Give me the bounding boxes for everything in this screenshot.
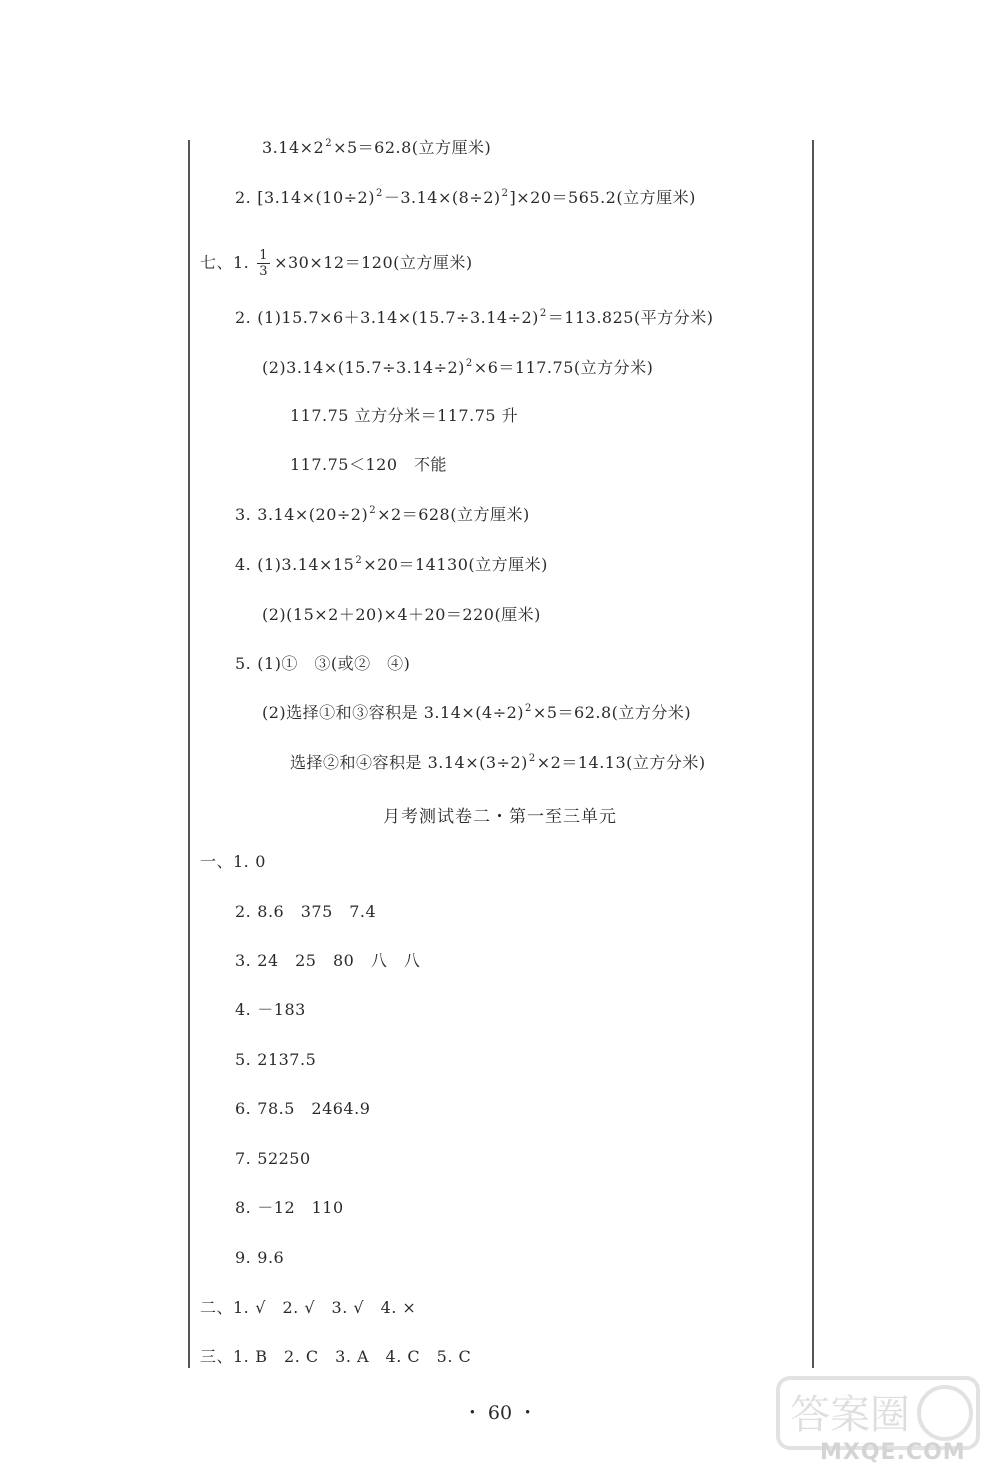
- answer-line: [235, 555, 548, 578]
- answer-line: [235, 1000, 306, 1020]
- answer-line: [290, 455, 447, 475]
- expression-text: (1)15.7×6＋3.14×(15.7÷3.14÷2): [257, 308, 539, 327]
- item-number: 二、1.: [200, 1298, 250, 1317]
- section-title: 月考测试卷二・第一至三单元: [383, 807, 617, 827]
- exponent: 2: [465, 358, 473, 369]
- expression-text: 78.5 2464.9: [257, 1099, 371, 1118]
- expression-text: 117.75＜120 不能: [290, 455, 448, 474]
- expression-text: －183: [257, 1000, 306, 1019]
- expression-text: ]×20＝565.2(立方厘米): [509, 188, 696, 207]
- expression-text: √ 2. √ 3. √ 4. ×: [255, 1298, 417, 1317]
- expression-text: －12 110: [257, 1198, 344, 1217]
- exponent: 2: [325, 138, 333, 149]
- expression-text: (2)选择①和③容积是 3.14×(4÷2): [262, 703, 525, 722]
- expression-text: (2)3.14×(15.7÷3.14÷2): [262, 358, 465, 377]
- expression-text: 0: [255, 852, 266, 871]
- answer-line: [262, 703, 691, 726]
- expression-text: －3.14×(8÷2): [383, 188, 501, 207]
- exponent: 2: [525, 703, 532, 714]
- expression-text: ×20＝14130(立方厘米): [363, 555, 548, 574]
- expression-text: 24 25 80 八 八: [257, 951, 421, 970]
- item-number: 2.: [235, 902, 252, 921]
- answer-line: [235, 902, 376, 922]
- expression-text: ×5＝62.8(立方厘米): [333, 138, 492, 157]
- fraction-numerator: 1: [259, 248, 269, 263]
- answer-line: [200, 1347, 471, 1367]
- answer-line: [200, 248, 473, 279]
- expression-text: ×5＝62.8(立方分米): [532, 703, 692, 722]
- item-number: 8.: [235, 1198, 252, 1217]
- item-number: 2.: [235, 308, 252, 327]
- answer-line: [200, 852, 266, 872]
- expression-text: B 2. C 3. A 4. C 5. C: [255, 1347, 472, 1366]
- expression-text: ×6＝117.75(立方分米): [473, 358, 654, 377]
- expression-text: 选择②和④容积是 3.14×(3÷2): [290, 753, 528, 772]
- expression-text: 8.6 375 7.4: [257, 902, 377, 921]
- answer-line: [235, 188, 696, 211]
- answer-line: [235, 1099, 370, 1119]
- exponent: 2: [375, 188, 383, 199]
- exponent: 2: [501, 188, 509, 199]
- exponent: 2: [539, 308, 547, 319]
- item-number: 三、1.: [200, 1347, 250, 1366]
- exponent: 2: [528, 753, 536, 764]
- answer-line: [290, 406, 518, 426]
- expression-text: 117.75 立方分米＝117.75 升: [290, 406, 519, 425]
- expression-text: [3.14×(10÷2): [257, 188, 375, 207]
- item-number: 3.: [235, 505, 252, 524]
- watermark-logo-text: 答案圈: [790, 1392, 910, 1438]
- item-number: 5.: [235, 654, 252, 673]
- answer-line: [235, 1248, 284, 1268]
- fraction-denominator: 3: [259, 264, 269, 279]
- expression-text: 3.14×2: [262, 138, 325, 157]
- expression-text: ×2＝628(立方厘米): [377, 505, 530, 524]
- expression-text: ×2＝14.13(立方分米): [536, 753, 706, 772]
- expression-text: 2137.5: [257, 1050, 317, 1069]
- item-number: 4.: [235, 555, 252, 574]
- answer-line: [235, 654, 410, 674]
- item-number: 2.: [235, 188, 252, 207]
- item-number: 4.: [235, 1000, 252, 1019]
- exponent: 2: [355, 555, 363, 566]
- expression-text: (1)① ③(或② ④): [257, 654, 411, 673]
- expression-text: 3.14×(20÷2): [257, 505, 369, 524]
- expression-text: (1)3.14×15: [257, 555, 355, 574]
- page-number: ・ 60 ・: [462, 1402, 538, 1424]
- item-number: 7.: [235, 1149, 252, 1168]
- answer-line: [235, 505, 530, 528]
- right-margin-rule: [812, 140, 814, 1368]
- item-number: 6.: [235, 1099, 252, 1118]
- exponent: 2: [369, 505, 377, 516]
- expression-text: 9.6: [257, 1248, 285, 1267]
- expression-text: ×30×12＝120(立方厘米): [274, 253, 473, 272]
- expression-text: 52250: [257, 1149, 311, 1168]
- answer-line: [262, 358, 653, 381]
- fraction: [257, 248, 270, 279]
- answer-line: [262, 138, 491, 161]
- answer-line: [200, 1298, 416, 1318]
- item-number: 9.: [235, 1248, 252, 1267]
- item-number: 一、1.: [200, 852, 250, 871]
- watermark-site: MXQE.COM: [820, 1440, 966, 1465]
- expression-text: ＝113.825(平方分米): [547, 308, 714, 327]
- answer-line: [290, 753, 706, 776]
- answer-line: [262, 605, 541, 625]
- answer-line: [235, 951, 420, 971]
- expression-text: (2)(15×2＋20)×4＋20＝220(厘米): [262, 605, 541, 624]
- answer-line: [235, 1198, 344, 1218]
- item-number: 3.: [235, 951, 252, 970]
- item-number: 七、1.: [200, 253, 250, 272]
- answer-line: [235, 1149, 311, 1169]
- answer-line: [235, 1050, 316, 1070]
- answer-line: [235, 308, 713, 331]
- left-margin-rule: [188, 140, 190, 1368]
- item-number: 5.: [235, 1050, 252, 1069]
